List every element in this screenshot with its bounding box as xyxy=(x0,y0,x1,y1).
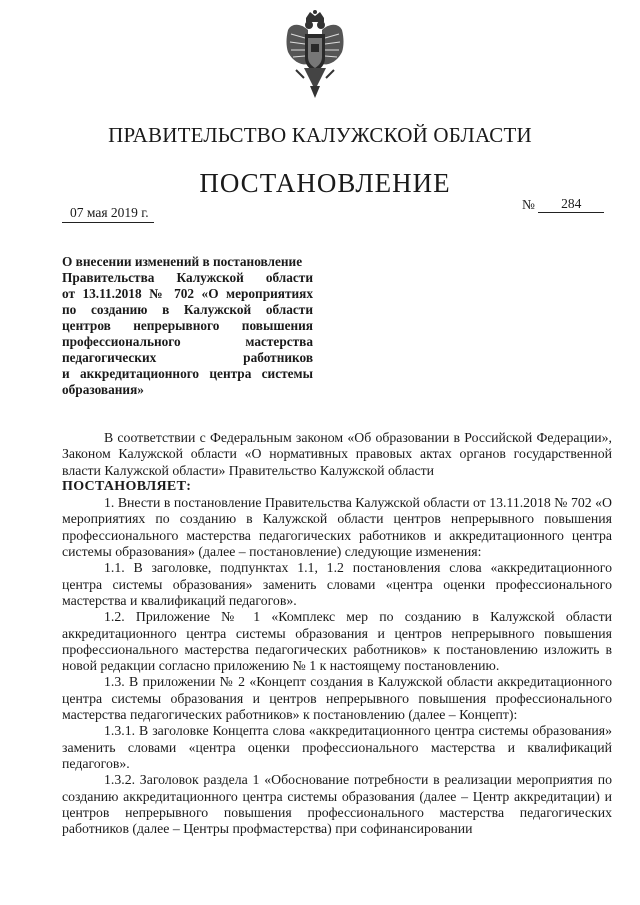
decree-heading: ПОСТАНОВЛЯЕТ: xyxy=(62,478,192,494)
document-type-title: ПОСТАНОВЛЕНИЕ xyxy=(199,168,451,198)
subject-line: по созданию в Калужской области xyxy=(62,302,313,317)
coat-of-arms-icon xyxy=(282,8,348,100)
paragraph-1-3-2: 1.3.2. Заголовок раздела 1 «Обоснование потребности в реализации мероприятия по созданию аккредитационного центра системы образования (далее – Центр аккредитации) и центров непрерывного повышения профессионального мастерства педагогических работников (далее – Центры профмастерства) при софинансировании xyxy=(62,772,612,837)
document-number xyxy=(522,196,604,213)
paragraph-1-3: 1.3. В приложении № 2 «Концепт создания в Калужской области аккредитационного центра системы образования и центров непрерывного повышения профессионального мастерства педагогических работников» к постановлению (далее – Концепт): xyxy=(62,674,612,723)
subject-line: Правительства Калужской области xyxy=(62,270,313,285)
document-body xyxy=(62,430,612,837)
subject-line: центров непрерывного повышения xyxy=(62,318,313,333)
subject-line: профессионального мастерства xyxy=(62,334,313,349)
subject-line: и аккредитационного центра системы xyxy=(62,366,313,381)
subject-line: педагогических работников xyxy=(62,350,313,365)
number-value: 284 xyxy=(538,196,604,213)
document-date: 07 мая 2019 г. xyxy=(62,205,154,223)
subject-line: образования» xyxy=(62,382,144,397)
preamble-paragraph: В соответствии с Федеральным законом «Об образовании в Российской Федерации», Законом Калужской области «О нормативных правовых актах органов государственной власти Калужской области» Правительство Калужской области xyxy=(62,430,612,478)
document-subject xyxy=(62,254,313,398)
subject-line: О внесении изменений в постановление xyxy=(62,254,303,269)
paragraph-1: 1. Внести в постановление Правительства Калужской области от 13.11.2018 № 702 «О мероприятиях по созданию в Калужской области центров непрерывного повышения профессионального мастерства педагогических работников и аккредитационного центра системы образования» (далее – постановление) следующие изменения: xyxy=(62,495,612,560)
paragraph-1-2: 1.2. Приложение № 1 «Комплекс мер по созданию в Калужской области аккредитационного центра системы образования и центров непрерывного повышения профессионального мастерства педагогических работников» к постановлению изложить в новой редакции согласно приложению № 1 к настоящему постановлению. xyxy=(62,609,612,674)
number-sign: № xyxy=(522,197,535,212)
paragraph-1-3-1: 1.3.1. В заголовке Концепта слова «аккредитационного центра системы образования» заменить словами «центра оценки профессионального мастерства и квалификаций педагогов». xyxy=(62,723,612,771)
paragraph-1-1: 1.1. В заголовке, подпунктах 1.1, 1.2 постановления слова «аккредитационного центра системы образования» заменить словами «центра оценки профессионального мастерства и квалификаций педагогов». xyxy=(62,560,612,608)
subject-line: от 13.11.2018 № 702 «О мероприятиях xyxy=(62,286,313,301)
government-title: ПРАВИТЕЛЬСТВО КАЛУЖСКОЙ ОБЛАСТИ xyxy=(108,123,532,147)
